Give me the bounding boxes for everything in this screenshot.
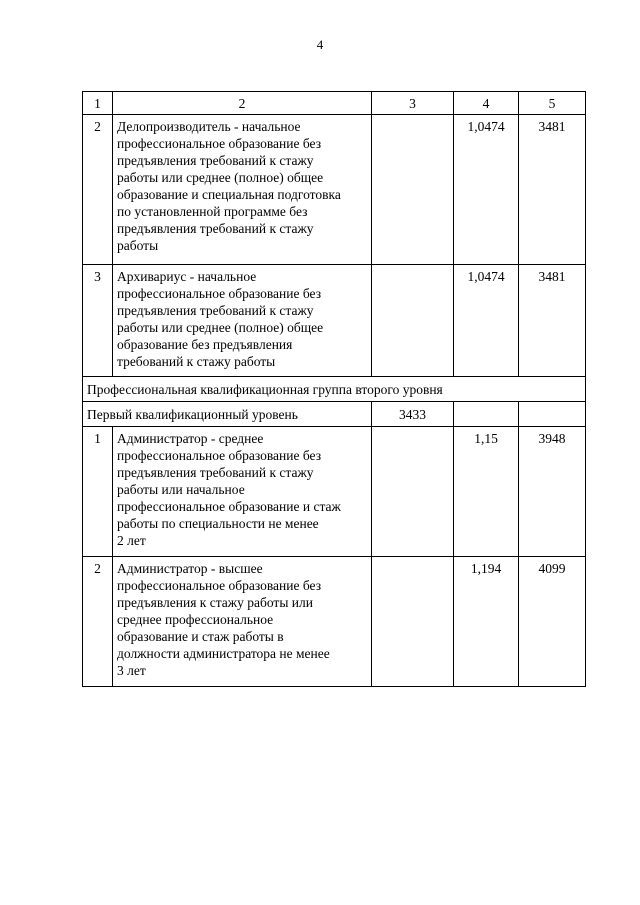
description-line: 2 лет (117, 533, 146, 548)
header-row (83, 92, 586, 115)
header-col-2: 2 (113, 92, 372, 115)
row-description (113, 557, 372, 687)
description-line: профессиональное образование без (117, 448, 322, 463)
level-empty-cell (519, 402, 586, 427)
description-line: Делопроизводитель - начальное (117, 119, 301, 134)
level-base-salary: 3433 (372, 402, 454, 427)
header-col-4: 4 (454, 92, 519, 115)
level-row (83, 402, 586, 427)
description-line: Архивариус - начальное (117, 269, 257, 284)
description-line: образование без предъявления (117, 337, 293, 352)
row-salary: 3948 (519, 427, 586, 557)
table-row (83, 265, 586, 377)
description-line: работы по специальности не менее (117, 516, 319, 531)
group-title-row (83, 377, 586, 402)
row-base-salary (372, 115, 454, 265)
description-line: профессиональное образование без (117, 286, 322, 301)
description-line: среднее профессиональное (117, 612, 274, 627)
row-coefficient: 1,15 (454, 427, 519, 557)
row-coefficient: 1,0474 (454, 265, 519, 377)
description-line: Администратор - среднее (117, 431, 264, 446)
row-number: 2 (83, 115, 113, 265)
description-line: профессиональное образование и стаж (117, 499, 341, 514)
description-line: предъявления требований к стажу (117, 303, 314, 318)
description-line: образование и стаж работы в (117, 629, 284, 644)
row-number: 3 (83, 265, 113, 377)
description-line: профессиональное образование без (117, 136, 322, 151)
description-line: Администратор - высшее (117, 561, 263, 576)
group-title: Профессиональная квалификационная группа второго уровня (83, 377, 586, 402)
row-salary: 3481 (519, 265, 586, 377)
row-number: 1 (83, 427, 113, 557)
header-col-5: 5 (519, 92, 586, 115)
row-description (113, 115, 372, 265)
row-number: 2 (83, 557, 113, 687)
description-line: работы или среднее (полное) общее (117, 320, 324, 335)
level-label: Первый квалификационный уровень (83, 402, 372, 427)
row-description (113, 265, 372, 377)
header-col-3: 3 (372, 92, 454, 115)
description-line: предъявления к стажу работы или (117, 595, 313, 610)
description-line: требований к стажу работы (117, 354, 276, 369)
row-base-salary (372, 265, 454, 377)
qualification-table (82, 91, 586, 687)
level-empty-cell (454, 402, 519, 427)
description-line: по установленной программе без (117, 204, 308, 219)
description-line: предъявления требований к стажу (117, 221, 314, 236)
description-line: профессиональное образование без (117, 578, 322, 593)
table-row (83, 557, 586, 687)
table-row (83, 115, 586, 265)
row-salary: 4099 (519, 557, 586, 687)
row-description (113, 427, 372, 557)
description-line: предъявления требований к стажу (117, 153, 314, 168)
row-salary: 3481 (519, 115, 586, 265)
row-coefficient: 1,194 (454, 557, 519, 687)
description-line: должности администратора не менее (117, 646, 330, 661)
description-line: образование и специальная подготовка (117, 187, 341, 202)
description-line: 3 лет (117, 663, 146, 678)
header-col-1: 1 (83, 92, 113, 115)
table-row (83, 427, 586, 557)
description-line: работы (117, 238, 159, 253)
description-line: работы или начальное (117, 482, 245, 497)
row-coefficient: 1,0474 (454, 115, 519, 265)
row-base-salary (372, 427, 454, 557)
row-base-salary (372, 557, 454, 687)
description-line: работы или среднее (полное) общее (117, 170, 324, 185)
page-number: 4 (316, 37, 324, 52)
description-line: предъявления требований к стажу (117, 465, 314, 480)
